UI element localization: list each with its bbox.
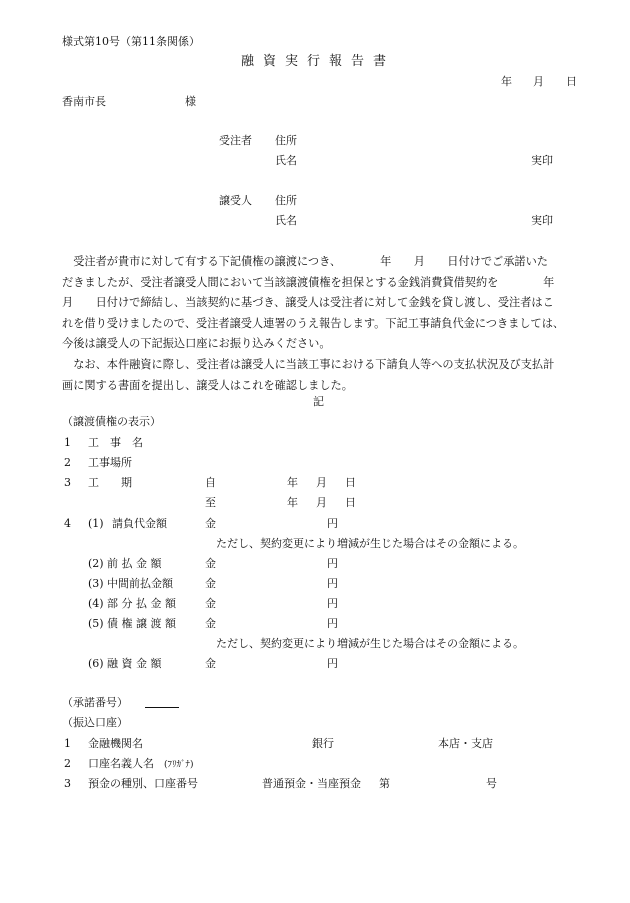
sub-item-number: (6) (88, 657, 104, 670)
item-number: 1 (64, 436, 71, 449)
period-to-label: 至 (205, 496, 216, 509)
period-year-label: 年 (287, 496, 298, 509)
assignee-seal-label: 実印 (531, 214, 553, 227)
item-number: 2 (64, 456, 71, 469)
body-line: なお、本件融資に際し、受注者は譲受人に当該工事における下請負人等への支払状況及び支払計 (62, 357, 555, 371)
item-number: 3 (64, 777, 71, 790)
account-holder-label: 口座名義人名 (88, 757, 154, 770)
yen-label: 円 (327, 617, 338, 630)
proviso-text: ただし、契約変更により増減が生じた場合はその金額による。 (216, 537, 524, 550)
period-month-label: 月 (316, 496, 327, 509)
body-line: だきましたが、受注者譲受人間において当該譲渡債権を担保とする金銭消費貸借契約を 年 (62, 275, 555, 289)
loan-amount-label: 融 資 金 額 (107, 657, 162, 670)
contractor-label: 受注者 (219, 134, 252, 147)
advance-payment-label: 前 払 金 額 (107, 557, 162, 570)
yen-label: 円 (327, 577, 338, 590)
body-line: 受注者が貴市に対して有する下記債権の譲渡につき、 年 月 日付けでご承諾いた (62, 255, 548, 268)
period-from-label: 自 (205, 476, 216, 489)
addressee-honorific: 様 (185, 95, 196, 108)
item-number: 2 (64, 757, 71, 770)
date-year-label: 年 (501, 75, 512, 88)
kin-label: 金 (205, 577, 216, 590)
kin-label: 金 (205, 617, 216, 630)
claim-transfer-amount-label: 債 権 譲 渡 額 (107, 617, 176, 630)
yen-label: 円 (327, 557, 338, 570)
sub-item-number: (5) (88, 617, 104, 630)
sub-item-number: (4) (88, 597, 104, 610)
body-line: 画に関する書面を提出し、譲受人はこれを確認しました。 (62, 378, 353, 392)
contract-amount-label: 請負代金額 (112, 517, 167, 530)
deposit-type-label: 預金の種別、口座番号 (88, 777, 198, 790)
period-month-label: 月 (316, 476, 327, 489)
item-label-period: 工 期 (88, 476, 132, 489)
contractor-seal-label: 実印 (531, 154, 553, 167)
date-month-label: 月 (533, 75, 544, 88)
form-number: 様式第10号（第11条関係） (62, 35, 200, 48)
intermediate-advance-label: 中間前払金額 (107, 577, 173, 590)
bank-label: 銀行 (312, 737, 334, 750)
item-number: 1 (64, 737, 71, 750)
addressee: 香南市長 (62, 95, 106, 108)
yen-label: 円 (327, 597, 338, 610)
kin-label: 金 (205, 517, 216, 530)
proviso-text: ただし、契約変更により増減が生じた場合はその金額による。 (216, 637, 524, 650)
furigana-label: (ﾌﾘｶﾞﾅ) (164, 760, 194, 770)
kin-label: 金 (205, 597, 216, 610)
account-number-go-label: 号 (486, 777, 497, 790)
item-label-project-name: 工 事 名 (88, 436, 143, 449)
date-day-label: 日 (566, 75, 577, 88)
kin-label: 金 (205, 557, 216, 570)
yen-label: 円 (327, 517, 338, 530)
document-title: 融資実行報告書 (241, 54, 396, 69)
item-label-project-location: 工事場所 (88, 456, 132, 469)
period-day-label: 日 (345, 496, 356, 509)
deposit-type-options: 普通預金・当座預金 (262, 777, 361, 790)
item-number: 3 (64, 476, 71, 489)
transfer-account-heading: （振込口座） (62, 716, 128, 729)
sub-item-number: (2) (88, 557, 104, 570)
contractor-address-label: 住所 (275, 134, 297, 147)
period-day-label: 日 (345, 476, 356, 489)
assignee-label: 譲受人 (219, 194, 252, 207)
section-heading-assigned-claim: （譲渡債権の表示） (62, 415, 161, 428)
body-line: 月 日付けで締結し、当該契約に基づき、譲受人は受注者に対して金銭を貸し渡し、受注者はこ (62, 296, 554, 310)
yen-label: 円 (327, 657, 338, 670)
approval-number-blank (145, 707, 179, 708)
body-text (62, 252, 582, 396)
bank-name-label: 金融機関名 (88, 737, 143, 750)
approval-number-label: （承諾番号） (62, 696, 128, 709)
kin-label: 金 (205, 657, 216, 670)
body-line: れを借り受けましたので、受注者譲受人連署のうえ報告します。下記工事請負代金につきましては、 (62, 316, 565, 330)
account-number-dai-label: 第 (379, 777, 390, 790)
ki-heading: 記 (313, 395, 324, 408)
assignee-name-label: 氏名 (275, 214, 297, 227)
body-line: 今後は譲受人の下記振込口座にお振り込みください。 (62, 337, 331, 351)
partial-payment-label: 部 分 払 金 額 (107, 597, 176, 610)
contractor-name-label: 氏名 (275, 154, 297, 167)
sub-item-number: (3) (88, 577, 104, 590)
sub-item-number: (1) (88, 517, 104, 530)
branch-label: 本店・支店 (438, 737, 493, 750)
assignee-address-label: 住所 (275, 194, 297, 207)
period-year-label: 年 (287, 476, 298, 489)
item-number: 4 (64, 517, 71, 530)
